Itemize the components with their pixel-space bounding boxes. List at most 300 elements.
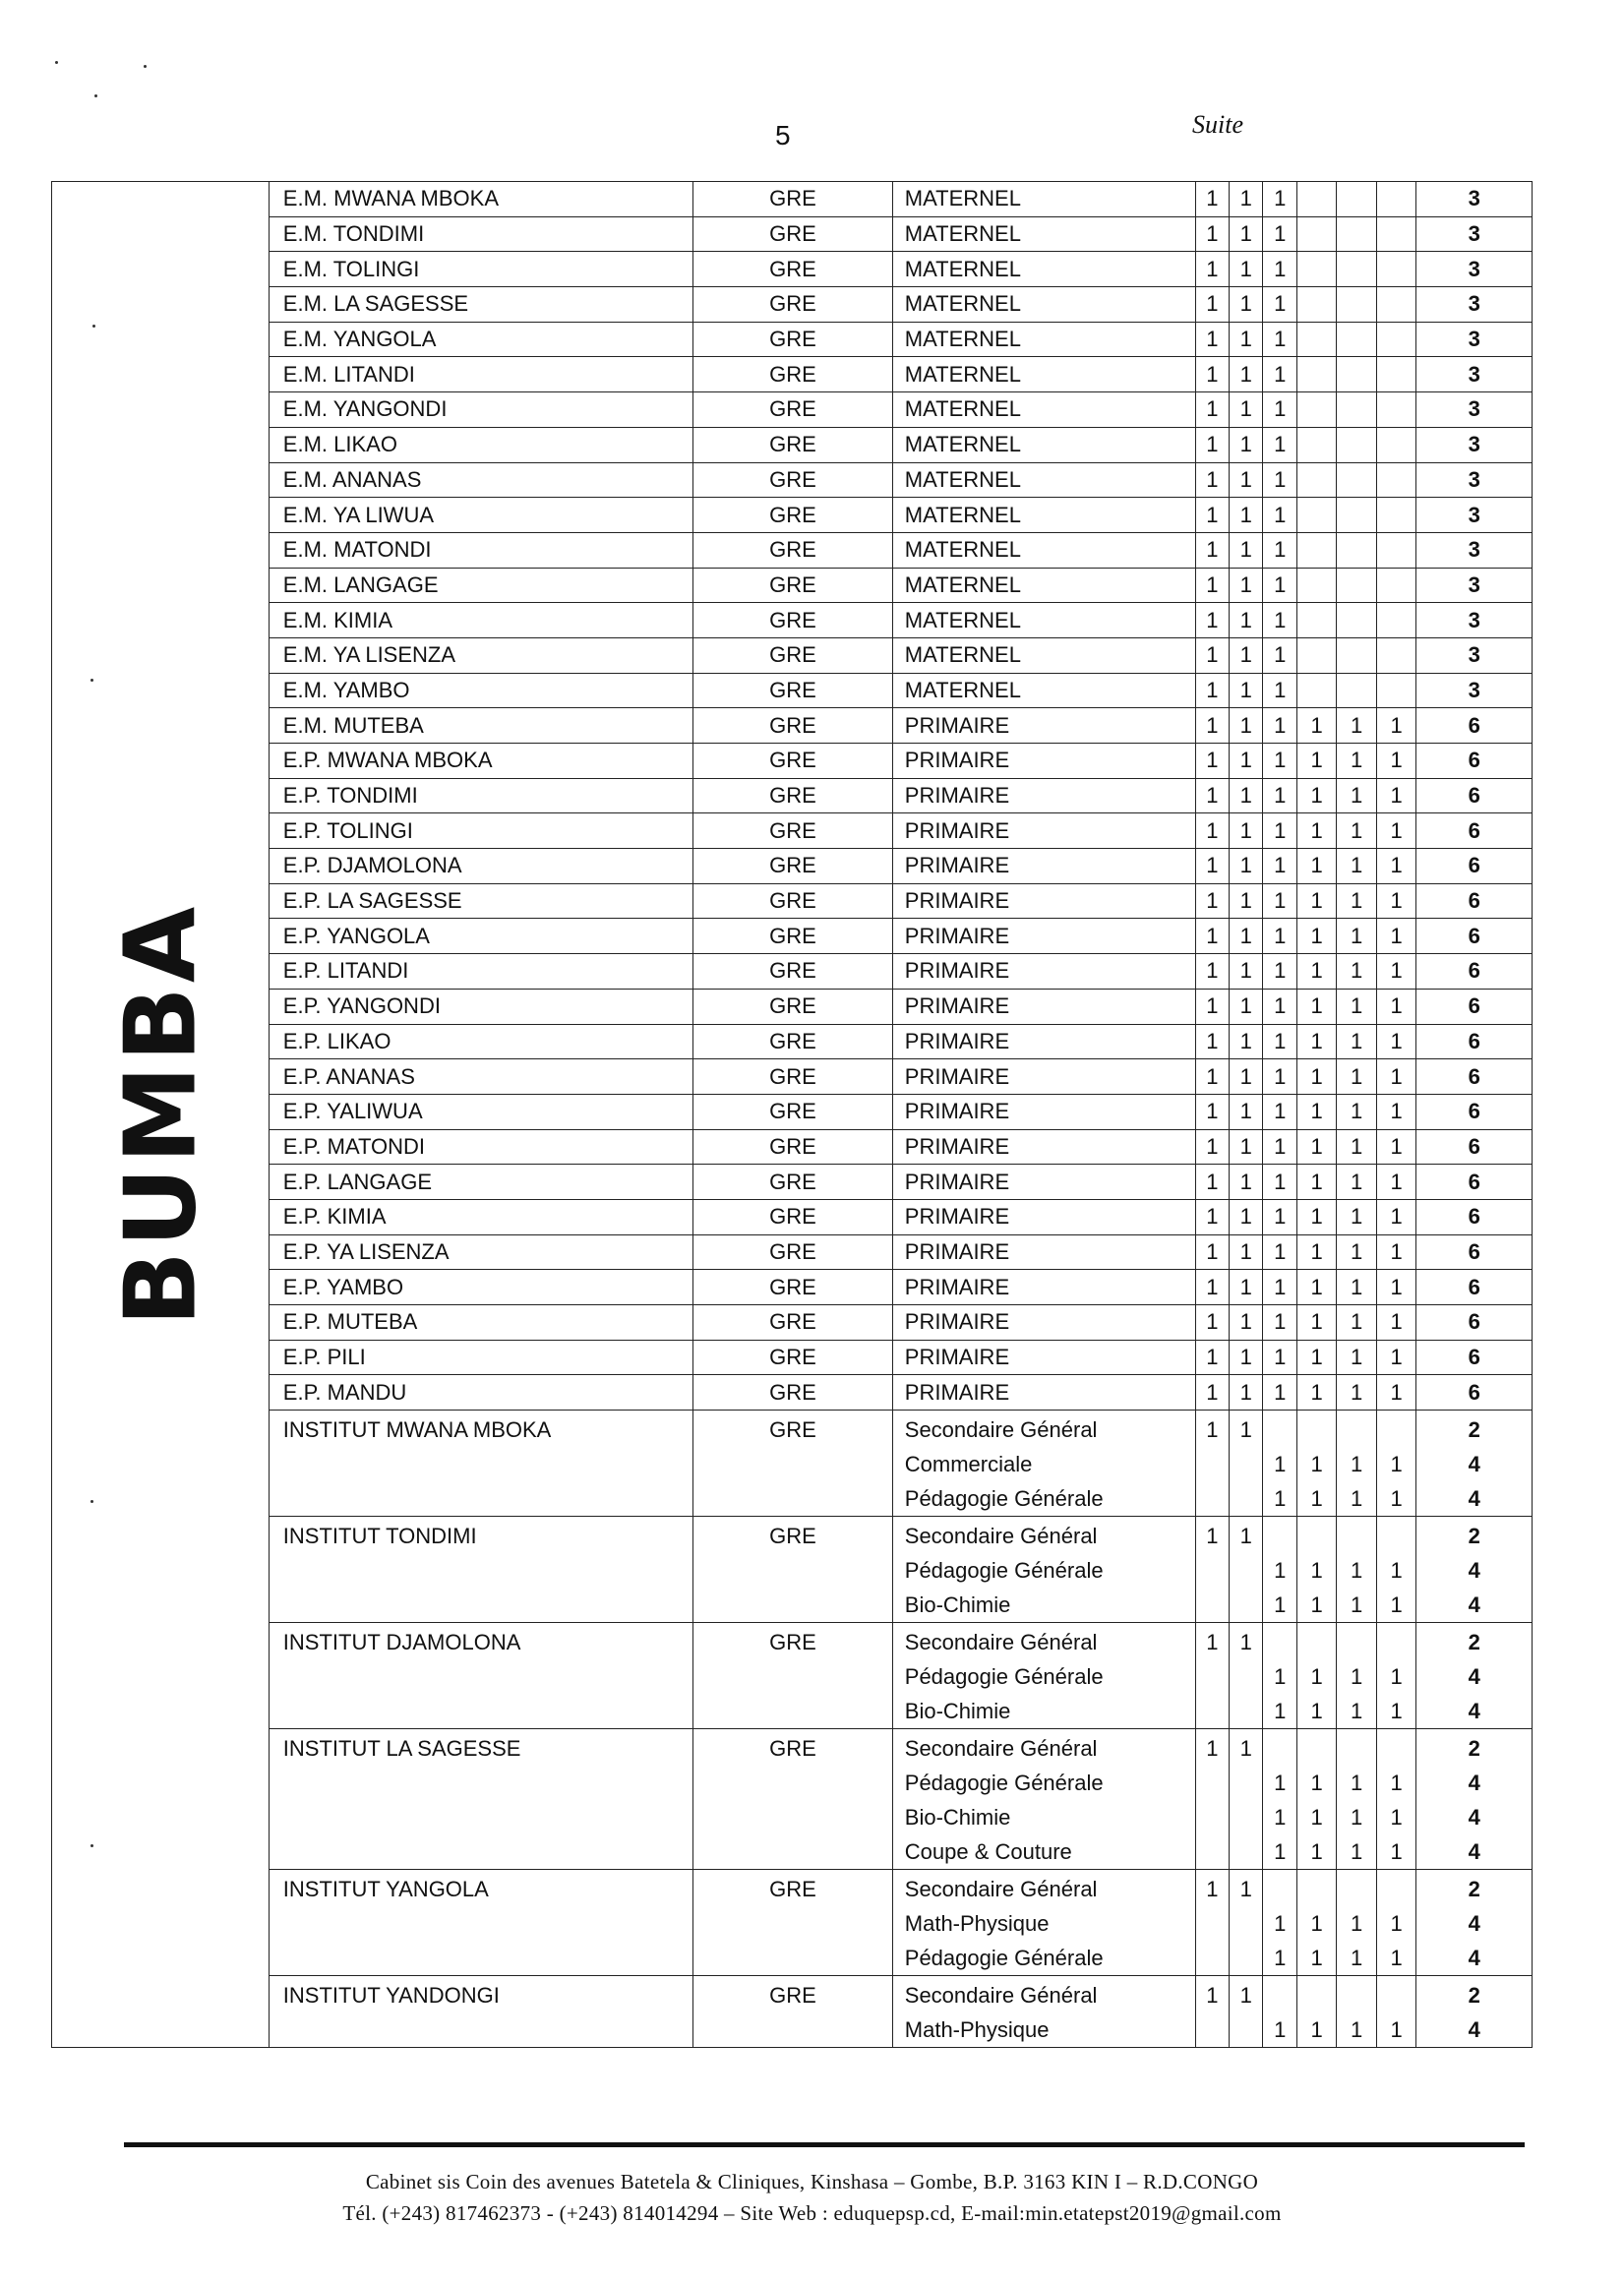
class-mark: 1 — [1351, 1771, 1363, 1796]
class-total: 4 — [1468, 1592, 1480, 1618]
class-mark — [1337, 252, 1377, 287]
school-level: PRIMAIRE — [892, 883, 1195, 919]
class-total: 3 — [1416, 252, 1533, 287]
school-level: MATERNEL — [892, 216, 1195, 252]
class-mark-column — [1376, 1411, 1416, 1517]
class-mark — [1263, 1978, 1295, 2012]
school-level: MATERNEL — [892, 392, 1195, 428]
class-mark — [1296, 462, 1337, 498]
school-regime: GRE — [693, 1165, 893, 1200]
option-label: Pédagogie Générale — [904, 1558, 1104, 1584]
school-regime: GRE — [693, 182, 893, 217]
class-total: 6 — [1416, 1340, 1533, 1375]
school-regime: GRE — [693, 919, 893, 954]
class-mark: 1 — [1337, 744, 1377, 779]
class-mark — [1377, 1625, 1416, 1659]
class-mark: 1 — [1263, 883, 1296, 919]
class-mark: 1 — [1195, 1165, 1229, 1200]
school-level: MATERNEL — [892, 182, 1195, 217]
school-regime: GRE — [693, 1234, 893, 1270]
class-mark: 1 — [1376, 1199, 1416, 1234]
class-mark: 1 — [1263, 322, 1296, 357]
table-row — [52, 462, 1533, 498]
school-regime: GRE — [693, 673, 893, 708]
class-mark: 1 — [1274, 1771, 1287, 1796]
class-mark: 1 — [1310, 1699, 1323, 1724]
class-mark: 1 — [1195, 498, 1229, 533]
class-mark — [1230, 1834, 1262, 1869]
class-mark-column — [1296, 1976, 1337, 2048]
school-name: E.P. MANDU — [269, 1375, 692, 1411]
table-row — [52, 1270, 1533, 1305]
class-mark — [1296, 216, 1337, 252]
school-level: PRIMAIRE — [892, 1234, 1195, 1270]
class-mark — [1296, 287, 1337, 323]
class-total: 3 — [1416, 532, 1533, 568]
class-total: 6 — [1416, 849, 1533, 884]
class-total: 3 — [1416, 603, 1533, 638]
class-mark: 1 — [1337, 954, 1377, 990]
class-mark: 1 — [1195, 392, 1229, 428]
class-mark: 1 — [1337, 1024, 1377, 1059]
institute-regime — [693, 1623, 893, 1729]
school-regime: GRE — [693, 1059, 893, 1095]
institute-regime-text: GRE — [769, 1524, 816, 1549]
class-mark — [1230, 1447, 1262, 1481]
school-regime: GRE — [693, 1094, 893, 1129]
option-totals — [1416, 1870, 1533, 1976]
class-mark: 1 — [1376, 1165, 1416, 1200]
institute-regime-text: GRE — [769, 1736, 816, 1762]
class-mark-column — [1230, 1729, 1263, 1870]
class-mark: 1 — [1296, 989, 1337, 1024]
class-total: 3 — [1416, 637, 1533, 673]
school-regime: GRE — [693, 778, 893, 813]
class-mark: 1 — [1274, 1699, 1287, 1724]
class-mark: 1 — [1296, 1340, 1337, 1375]
class-mark — [1196, 1553, 1229, 1588]
class-mark — [1297, 1978, 1337, 2012]
class-mark — [1297, 1872, 1337, 1906]
class-mark: 1 — [1195, 919, 1229, 954]
class-mark: 1 — [1376, 1129, 1416, 1165]
school-name: E.M. LANGAGE — [269, 568, 692, 603]
class-total: 4 — [1468, 1486, 1480, 1512]
class-mark: 1 — [1296, 919, 1337, 954]
class-mark: 1 — [1230, 1024, 1263, 1059]
class-mark — [1337, 673, 1377, 708]
table-row — [52, 708, 1533, 744]
school-level: MATERNEL — [892, 532, 1195, 568]
footer-contact: Tél. (+243) 817462373 - (+243) 814014294 – Site Web : eduquepsp.cd, E-mail:min.etatepst2019@gmail.com — [342, 2201, 1282, 2225]
institute-regime — [693, 1729, 893, 1870]
class-mark: 1 — [1337, 919, 1377, 954]
institute-options — [892, 1870, 1195, 1976]
institute-regime-text: GRE — [769, 1877, 816, 1902]
school-regime: GRE — [693, 883, 893, 919]
school-name: E.P. LITANDI — [269, 954, 692, 990]
institute-regime-text: GRE — [769, 1417, 816, 1443]
class-total: 6 — [1416, 883, 1533, 919]
class-total: 6 — [1416, 708, 1533, 744]
class-mark — [1296, 568, 1337, 603]
school-name: E.P. LA SAGESSE — [269, 883, 692, 919]
class-mark: 1 — [1310, 2017, 1323, 2043]
class-mark: 1 — [1195, 1340, 1229, 1375]
option-totals — [1416, 1729, 1533, 1870]
class-mark: 1 — [1263, 498, 1296, 533]
class-mark — [1337, 498, 1377, 533]
class-mark: 1 — [1230, 1059, 1263, 1095]
class-mark: 1 — [1376, 1305, 1416, 1341]
class-mark: 1 — [1376, 1024, 1416, 1059]
institute-regime — [693, 1517, 893, 1623]
class-mark — [1376, 673, 1416, 708]
class-total: 3 — [1416, 357, 1533, 392]
class-total: 6 — [1416, 1305, 1533, 1341]
school-regime: GRE — [693, 216, 893, 252]
table-row — [52, 883, 1533, 919]
class-mark — [1196, 1481, 1229, 1516]
option-label: Pédagogie Générale — [904, 1486, 1104, 1512]
class-mark: 1 — [1230, 673, 1263, 708]
class-total: 3 — [1416, 498, 1533, 533]
class-mark — [1337, 462, 1377, 498]
class-mark-column — [1230, 1870, 1263, 1976]
class-mark — [1376, 392, 1416, 428]
footer-rule — [124, 2142, 1525, 2147]
institute-row — [52, 1623, 1533, 1729]
class-mark: 1 — [1310, 1946, 1323, 1971]
class-mark: 1 — [1195, 322, 1229, 357]
class-mark — [1376, 216, 1416, 252]
table-row — [52, 954, 1533, 990]
class-mark — [1196, 1800, 1229, 1834]
school-name: E.P. YANGOLA — [269, 919, 692, 954]
class-mark — [1376, 322, 1416, 357]
school-name: E.P. YALIWUA — [269, 1094, 692, 1129]
school-regime: GRE — [693, 287, 893, 323]
class-mark — [1377, 1872, 1416, 1906]
class-total: 6 — [1416, 1165, 1533, 1200]
class-mark: 1 — [1263, 216, 1296, 252]
class-mark — [1337, 427, 1377, 462]
class-mark — [1296, 532, 1337, 568]
class-mark: 1 — [1310, 1664, 1323, 1690]
institute-name — [269, 1729, 692, 1870]
class-mark: 1 — [1263, 287, 1296, 323]
institute-row — [52, 1517, 1533, 1623]
option-totals — [1416, 1976, 1533, 2048]
class-mark-column — [1195, 1729, 1229, 1870]
class-mark: 1 — [1263, 603, 1296, 638]
school-name: E.P. YA LISENZA — [269, 1234, 692, 1270]
class-mark: 1 — [1230, 637, 1263, 673]
page-number: 5 — [775, 120, 791, 150]
class-mark: 1 — [1195, 1305, 1229, 1341]
class-mark: 1 — [1337, 989, 1377, 1024]
class-mark — [1196, 1834, 1229, 1869]
option-totals — [1416, 1623, 1533, 1729]
option-label: Math-Physique — [904, 2017, 1050, 2043]
class-total: 3 — [1416, 322, 1533, 357]
class-total: 6 — [1416, 813, 1533, 849]
class-mark: 1 — [1195, 954, 1229, 990]
class-mark: 1 — [1230, 216, 1263, 252]
school-regime: GRE — [693, 744, 893, 779]
school-regime: GRE — [693, 392, 893, 428]
option-label: Pédagogie Générale — [904, 1771, 1104, 1796]
class-mark-column — [1376, 1870, 1416, 1976]
class-mark-column — [1195, 1517, 1229, 1623]
class-mark: 1 — [1351, 1592, 1363, 1618]
class-total: 2 — [1468, 1736, 1480, 1762]
class-mark: 1 — [1263, 673, 1296, 708]
class-total: 2 — [1468, 1417, 1480, 1443]
class-mark — [1376, 637, 1416, 673]
class-mark: 1 — [1296, 954, 1337, 990]
class-mark: 1 — [1351, 1558, 1363, 1584]
class-mark: 1 — [1230, 778, 1263, 813]
class-mark: 1 — [1351, 1911, 1363, 1937]
region-cell — [52, 182, 270, 2048]
school-name: E.P. LIKAO — [269, 1024, 692, 1059]
class-mark: 1 — [1296, 1059, 1337, 1095]
class-mark: 1 — [1263, 252, 1296, 287]
class-mark: 1 — [1195, 673, 1229, 708]
class-mark — [1376, 182, 1416, 217]
school-level: PRIMAIRE — [892, 813, 1195, 849]
scan-speck — [94, 94, 97, 97]
class-mark: 1 — [1376, 744, 1416, 779]
class-total: 4 — [1468, 1699, 1480, 1724]
table-row — [52, 182, 1533, 217]
class-mark — [1196, 2012, 1229, 2047]
class-mark-column — [1263, 1623, 1296, 1729]
class-mark: 1 — [1390, 1839, 1403, 1865]
school-name: E.P. MUTEBA — [269, 1305, 692, 1341]
class-mark: 1 — [1390, 1946, 1403, 1971]
school-level: PRIMAIRE — [892, 954, 1195, 990]
class-total: 3 — [1416, 673, 1533, 708]
class-mark: 1 — [1310, 1558, 1323, 1584]
school-regime: GRE — [693, 568, 893, 603]
class-mark: 1 — [1230, 989, 1263, 1024]
option-label: Bio-Chimie — [904, 1805, 1011, 1831]
class-mark-column — [1337, 1517, 1377, 1623]
class-total: 4 — [1468, 1805, 1480, 1831]
class-total: 2 — [1468, 1524, 1480, 1549]
class-mark: 1 — [1390, 1911, 1403, 1937]
class-total: 6 — [1416, 1375, 1533, 1411]
school-level: PRIMAIRE — [892, 1165, 1195, 1200]
class-mark: 1 — [1195, 849, 1229, 884]
class-mark-column — [1230, 1411, 1263, 1517]
class-mark: 1 — [1230, 182, 1263, 217]
school-level: PRIMAIRE — [892, 1340, 1195, 1375]
class-mark — [1376, 568, 1416, 603]
class-total: 4 — [1468, 1452, 1480, 1477]
class-mark — [1337, 182, 1377, 217]
table-row — [52, 322, 1533, 357]
school-level: PRIMAIRE — [892, 1305, 1195, 1341]
class-mark: 1 — [1195, 813, 1229, 849]
class-total: 4 — [1468, 1839, 1480, 1865]
class-mark: 1 — [1239, 1417, 1252, 1443]
class-mark-column — [1263, 1870, 1296, 1976]
class-mark: 1 — [1230, 462, 1263, 498]
class-mark: 1 — [1230, 392, 1263, 428]
institute-name-text: INSTITUT YANGOLA — [282, 1877, 489, 1902]
class-mark: 1 — [1310, 1452, 1323, 1477]
class-mark: 1 — [1263, 182, 1296, 217]
class-total: 6 — [1416, 1094, 1533, 1129]
school-level: PRIMAIRE — [892, 744, 1195, 779]
school-name: E.M. YAMBO — [269, 673, 692, 708]
school-regime: GRE — [693, 603, 893, 638]
class-total: 3 — [1416, 427, 1533, 462]
class-mark: 1 — [1296, 1234, 1337, 1270]
school-level: PRIMAIRE — [892, 1059, 1195, 1095]
class-mark: 1 — [1263, 568, 1296, 603]
class-mark: 1 — [1337, 1165, 1377, 1200]
class-mark: 1 — [1263, 1305, 1296, 1341]
class-mark: 1 — [1376, 1375, 1416, 1411]
class-mark: 1 — [1263, 392, 1296, 428]
table-row — [52, 1024, 1533, 1059]
class-mark: 1 — [1351, 1664, 1363, 1690]
class-mark — [1337, 322, 1377, 357]
class-mark: 1 — [1274, 1911, 1287, 1937]
class-total: 4 — [1468, 1664, 1480, 1690]
class-mark: 1 — [1274, 2017, 1287, 2043]
class-mark: 1 — [1296, 744, 1337, 779]
table-row — [52, 1165, 1533, 1200]
class-mark — [1376, 603, 1416, 638]
school-level: MATERNEL — [892, 462, 1195, 498]
class-mark — [1337, 568, 1377, 603]
table-row — [52, 744, 1533, 779]
school-level: MATERNEL — [892, 252, 1195, 287]
class-mark: 1 — [1263, 357, 1296, 392]
class-mark: 1 — [1230, 1270, 1263, 1305]
school-level: MATERNEL — [892, 673, 1195, 708]
class-mark-column — [1296, 1870, 1337, 1976]
class-mark: 1 — [1337, 1305, 1377, 1341]
school-name: E.P. TOLINGI — [269, 813, 692, 849]
school-level: PRIMAIRE — [892, 989, 1195, 1024]
class-mark: 1 — [1195, 1375, 1229, 1411]
table-row — [52, 813, 1533, 849]
region-label: BUMBA — [102, 902, 218, 1327]
class-mark — [1297, 1412, 1337, 1447]
school-level: MATERNEL — [892, 287, 1195, 323]
class-mark: 1 — [1263, 1375, 1296, 1411]
class-mark: 1 — [1230, 1199, 1263, 1234]
class-mark — [1230, 1481, 1262, 1516]
class-mark: 1 — [1263, 1270, 1296, 1305]
class-mark: 1 — [1206, 1736, 1219, 1762]
class-mark-column — [1195, 1623, 1229, 1729]
class-total: 4 — [1468, 1946, 1480, 1971]
class-mark: 1 — [1230, 1094, 1263, 1129]
class-mark — [1337, 637, 1377, 673]
school-name: E.P. YANGONDI — [269, 989, 692, 1024]
class-mark: 1 — [1376, 778, 1416, 813]
class-mark: 1 — [1296, 813, 1337, 849]
class-mark: 1 — [1239, 1877, 1252, 1902]
class-mark-column — [1263, 1729, 1296, 1870]
class-mark: 1 — [1230, 252, 1263, 287]
institute-options — [892, 1729, 1195, 1870]
class-mark: 1 — [1274, 1452, 1287, 1477]
school-name: E.M. MATONDI — [269, 532, 692, 568]
class-mark — [1337, 287, 1377, 323]
class-mark — [1297, 1519, 1337, 1553]
institute-row — [52, 1729, 1533, 1870]
class-mark: 1 — [1263, 1234, 1296, 1270]
class-total: 3 — [1416, 462, 1533, 498]
class-mark — [1337, 357, 1377, 392]
school-level: PRIMAIRE — [892, 1199, 1195, 1234]
class-mark: 1 — [1263, 778, 1296, 813]
class-mark: 1 — [1230, 919, 1263, 954]
table-row — [52, 568, 1533, 603]
school-level: PRIMAIRE — [892, 1375, 1195, 1411]
class-mark: 1 — [1351, 1452, 1363, 1477]
class-mark: 1 — [1337, 778, 1377, 813]
class-mark-column — [1296, 1517, 1337, 1623]
class-mark: 1 — [1337, 708, 1377, 744]
class-mark: 1 — [1337, 1199, 1377, 1234]
class-mark: 1 — [1337, 1234, 1377, 1270]
school-regime: GRE — [693, 462, 893, 498]
school-name: E.P. MWANA MBOKA — [269, 744, 692, 779]
class-mark: 1 — [1263, 744, 1296, 779]
class-mark — [1337, 216, 1377, 252]
class-mark: 1 — [1390, 2017, 1403, 2043]
school-regime: GRE — [693, 1024, 893, 1059]
table-row — [52, 1199, 1533, 1234]
class-mark-column — [1263, 1976, 1296, 2048]
class-mark: 1 — [1296, 1024, 1337, 1059]
institute-row — [52, 1976, 1533, 2048]
school-regime: GRE — [693, 1270, 893, 1305]
class-mark: 1 — [1263, 1094, 1296, 1129]
class-total: 6 — [1416, 1270, 1533, 1305]
class-mark: 1 — [1195, 568, 1229, 603]
class-mark — [1376, 357, 1416, 392]
school-name: E.P. DJAMOLONA — [269, 849, 692, 884]
class-total: 6 — [1416, 989, 1533, 1024]
class-mark-column — [1337, 1411, 1377, 1517]
class-mark: 1 — [1230, 427, 1263, 462]
class-total: 3 — [1416, 182, 1533, 217]
school-regime: GRE — [693, 849, 893, 884]
table-row — [52, 849, 1533, 884]
class-total: 2 — [1468, 1630, 1480, 1655]
class-mark: 1 — [1310, 1486, 1323, 1512]
class-mark: 1 — [1195, 1094, 1229, 1129]
school-name: E.P. TONDIMI — [269, 778, 692, 813]
class-mark — [1230, 1800, 1262, 1834]
class-mark: 1 — [1195, 1024, 1229, 1059]
class-mark-column — [1230, 1517, 1263, 1623]
class-mark: 1 — [1206, 1524, 1219, 1549]
option-label: Commerciale — [904, 1452, 1033, 1477]
option-label: Secondaire Général — [904, 1417, 1098, 1443]
class-mark: 1 — [1239, 1630, 1252, 1655]
